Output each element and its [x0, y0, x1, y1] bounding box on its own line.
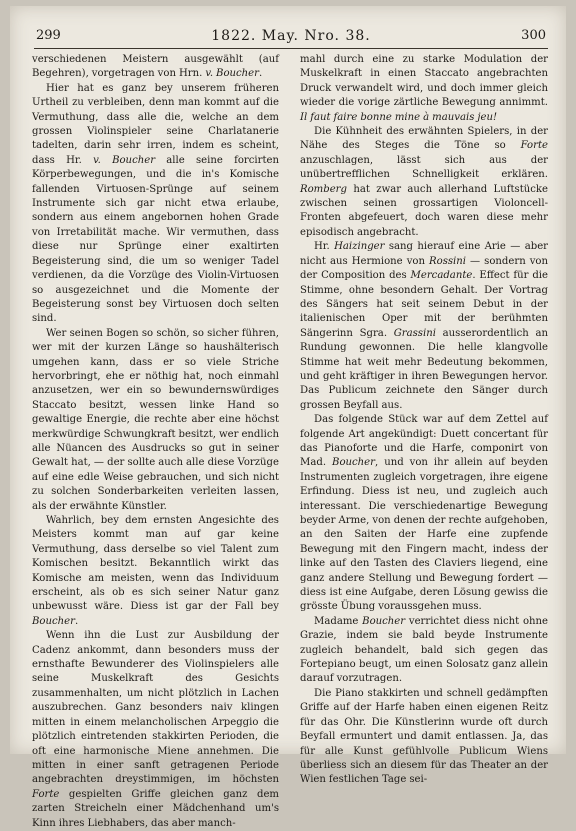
right-paragraph-4: Das folgende Stück war auf dem Zettel auf folgende Art angekündigt: Duett concertant für das Pianoforte und die Harfe, componirt von Mad. Boucher, und von ihr allein auf beyden Instrumenten zugleich vorgetragen, ihre eigene Erfindung. Diess ist neu, und zugleich auch interessant. Die verschiedenartige Bewegung beyder Arme, von denen der rechte aufgehoben, an den Saiten der Harfe eine zupfende Bewegung mit den Fingern macht, indess der linke auf den Tasten des Claviers liegend, eine ganz andere Stellung und Bewegung fordert — diess ist eine Aufgabe, deren Lösung gewiss die grösste Übung voraussgehen muss. — [300, 414, 548, 613]
newspaper-page — [10, 6, 566, 829]
right-paragraph-1: mahl durch eine zu starke Modulation der Muskelkraft in einen Staccato angebrachten Druck verwandelt wird, und doch immer gleich wieder die vorige zärtliche Bewegung annimmt. Il faut faire bonne mine à mauvais jeu! — [300, 54, 548, 123]
right-paragraph-5: Madame Boucher verrichtet diess nicht ohne Grazie, indem sie bald beyde Instrumente zugleich behandelt, bald sich gegen das Fortepiano beugt, um einen Solosatz ganz allein darauf vorzutragen. — [300, 615, 549, 685]
page-number-right: 300 — [521, 28, 546, 43]
left-paragraph-3: Wer seinen Bogen so schön, so sicher führen, wer mit der kurzen Länge so haushälterisch umgehen kann, dass er so viele Striche hervorbringt, ehe er nöthig hat, noch einmahl anzusetzen, wer ein so bewundernswürdiges Staccato besitzt, wessen linke Hand so gewaltige Energie, die rechte aber eine höchst merkwürdige Schwungkraft besitzt, wer endlich alle Nüancen des Ausdrucks so gut in seiner Gewalt hat, — der sollte auch alle diese Vorzüge auf eine edle Weise gebrauchen, und sich nicht zu solchen Sonderbarkeiten verleiten lassen, als der erwähnte Künstler. — [32, 327, 279, 512]
right-paragraph-6: Die Piano stakkirten und schnell gedämpften Griffe auf der Harfe haben einen eigenen Reitz für das Ohr. Die Künstlerinn wurde oft durch Beyfall ermuntert und damit entlassen. Ja, das für alle Kunst gefühlvolle Publicum Wiens überliess sich an diesem für das Theater an der Wien festlichen Tage sei- — [300, 687, 548, 786]
left-paragraph-5: Wenn ihn die Lust zur Ausbildung der Cadenz ankommt, dann besonders muss der ernsthafte Bewunderer des Violinspielers alle seine Muskelkraft des Gesichts zusammenhalten, um nicht plötzlich in Lachen auszubrechen. Ganz besonders naiv klingen mitten in einem melancholischen Arpeggio die plötzlich eintretenden stakkirten Perioden, die oft eine harmonische Miene annehmen. Die mitten in einer sanft getragenen Periode angebrachten dreystimmigen, im höchsten Forte gespielten Griffe gleichen ganz dem zarten Streicheln einer Mädchenhand um's Kinn ihres Liebhabers, das aber manch- — [32, 630, 279, 829]
left-column — [32, 53, 279, 831]
page-header — [36, 26, 546, 46]
left-paragraph-4: Wahrlich, bey dem ernsten Angesichte des Meisters kommt man auf gar keine Vermuthung, dass derselbe so viel Talent zum Komischen besitzt. Bekanntlich wirkt das Komische am meisten, wenn das Individuum erscheint, als ob es sich seiner Natur ganz unbewusst wäre. Diess ist gar der Fall bey Boucher. — [32, 515, 279, 627]
right-column — [300, 53, 548, 788]
right-paragraph-3: Hr. Haizinger sang hierauf eine Arie — aber nicht aus Hermione von Rossini — sondern von der Composition des Mercadante. Effect für die Stimme, ohne besondern Gehalt. Der Vortrag des Sängers hat seit seinem Debut in der italienischen Oper mit der berühmten Sängerinn Sgra. Grassini ausserordentlich an Rundung gewonnen. Die helle klangvolle Stimme hat weit mehr Bedeutung bekommen, und geht kräftiger in ihren Bewegungen hervor. Das Publicum zeichnete den Sänger durch grossen Beyfall aus. — [300, 241, 549, 411]
page-number-left: 299 — [36, 28, 61, 43]
right-paragraph-2: Die Kühnheit des erwähnten Spielers, in der Nähe des Steges die Töne so Forte anzuschlagen, lässt sich aus der unübertrefflichen Schnelligkeit erklären. Romberg hat zwar auch allerhand Luftstücke zwischen seinen grossartigen Violoncell-Fronten abgefeuert, doch waren diese mehr episodisch angebracht. — [300, 126, 548, 238]
left-paragraph-1: verschiedenen Meistern ausgewählt (auf Begehren), vorgetragen von Hrn. v. Boucher. — [32, 54, 279, 80]
header-rule — [34, 48, 548, 49]
left-paragraph-2: Hier hat es ganz bey unserem früheren Urtheil zu verbleiben, denn man kommt auf die Vermuthung, dass alle die, welche an dem grossen Violinspieler seine Charlatanerie tadelten, darin sehr irren, indem es scheint, dass Hr. v. Boucher alle seine forcirten Körperbewegungen, und die in's Komische fallenden Virtuosen-Sprünge auf seinem Instrumente sich gar nicht etwa erlaube, sondern aus einem angebornen hohen Grade von Irretabilität mache. Wir vermuthen, dass diese nur Sprünge einer exaltirten Begeisterung sind, die um so weniger Tadel verdienen, da die Vorzüge des Violin-Virtuosen so ausgezeichnet und die Momente der Begeisterung sonst bey Virtuosen doch selten sind. — [32, 82, 279, 325]
issue-title: 1822. May. Nro. 38. — [211, 28, 371, 44]
